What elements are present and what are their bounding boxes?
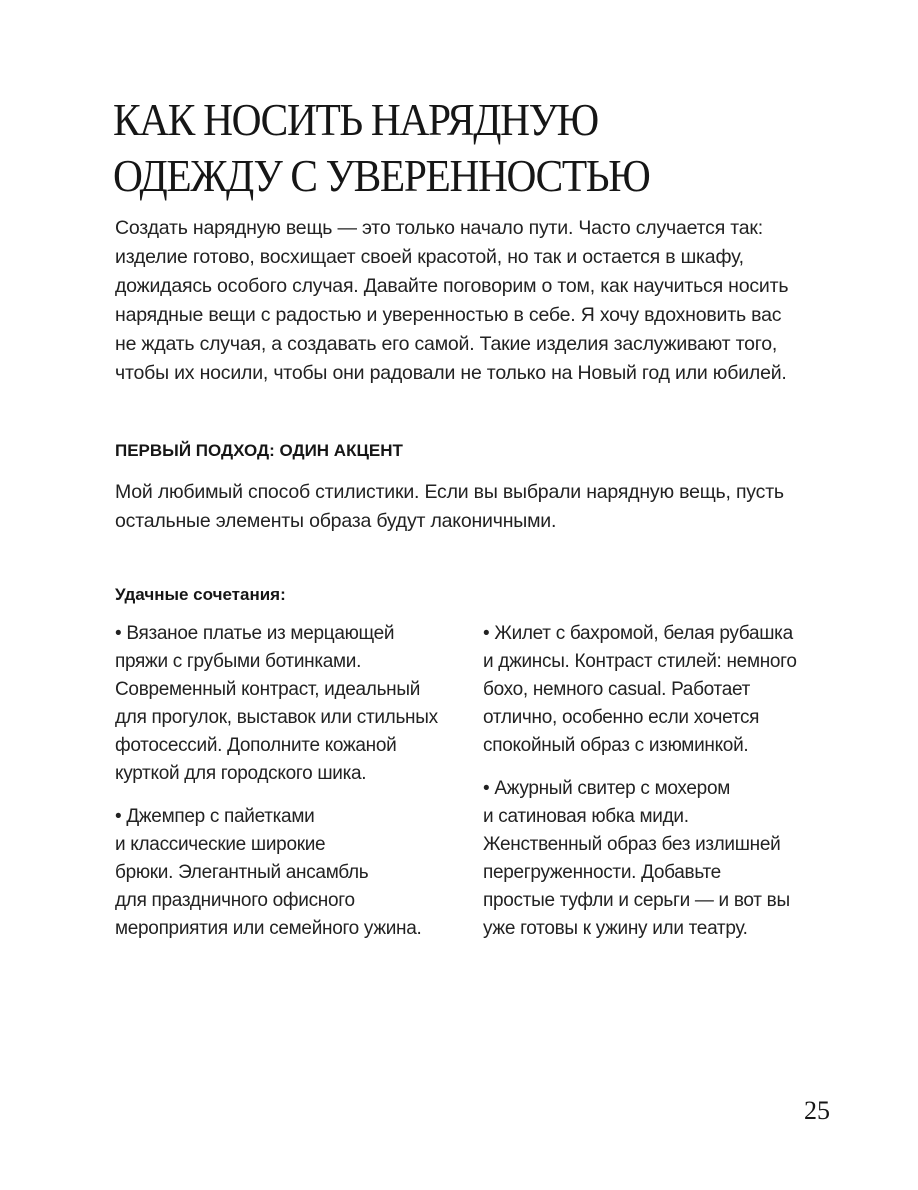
item-line: спокойный образ с изюминкой. (483, 735, 749, 756)
combination-item (115, 803, 475, 943)
intro-line: чтобы их носили, чтобы они радовали не только на Новый год или юбилей. (115, 362, 787, 384)
combination-item (483, 775, 843, 943)
combinations-left-column (115, 620, 475, 958)
intro-line: не ждать случая, а создавать его самой. Такие изделия заслуживают того, (115, 333, 778, 355)
page-title (113, 92, 743, 204)
item-line: Современный контраст, идеальный (115, 679, 421, 700)
item-line: • Вязаное платье из мерцающей (115, 623, 395, 644)
item-line: мероприятия или семейного ужина. (115, 918, 422, 939)
item-line: брюки. Элегантный ансамбль (115, 862, 369, 883)
item-line: • Джемпер с пайетками (115, 806, 315, 827)
item-line: для праздничного офисного (115, 890, 355, 911)
combination-item (483, 620, 843, 760)
section-line: Мой любимый способ стилистики. Если вы выбрали нарядную вещь, пусть (115, 481, 784, 503)
item-line: для прогулок, выставок или стильных (115, 707, 438, 728)
title-line: КАК НОСИТЬ НАРЯДНУЮ (113, 94, 598, 145)
item-line: фотосессий. Дополните кожаной (115, 735, 397, 756)
item-line: бохо, немного casual. Работает (483, 679, 751, 700)
section-line: остальные элементы образа будут лаконичными. (115, 510, 557, 532)
item-line: пряжи с грубыми ботинками. (115, 651, 362, 672)
intro-line: дожидаясь особого случая. Давайте поговорим о том, как научиться носить (115, 275, 789, 297)
intro-line: нарядные вещи с радостью и уверенностью в себе. Я хочу вдохновить вас (115, 304, 782, 326)
section-paragraph (115, 478, 835, 536)
item-line: и джинсы. Контраст стилей: немного (483, 651, 797, 672)
item-line: простые туфли и серьги — и вот вы (483, 890, 790, 911)
combinations-right-column (483, 620, 843, 958)
item-line: курткой для городского шика. (115, 763, 367, 784)
item-line: • Ажурный свитер с мохером (483, 778, 730, 799)
title-line: ОДЕЖДУ С УВЕРЕННОСТЬЮ (113, 150, 650, 201)
item-line: Женственный образ без излишней (483, 834, 781, 855)
intro-line: Создать нарядную вещь — это только начало пути. Часто случается так: (115, 217, 763, 239)
item-line: и классические широкие (115, 834, 326, 855)
intro-paragraph (115, 214, 835, 388)
combinations-heading: Удачные сочетания: (115, 585, 286, 604)
item-line: отлично, особенно если хочется (483, 707, 760, 728)
item-line: • Жилет с бахромой, белая рубашка (483, 623, 793, 644)
page-number: 25 (804, 1096, 830, 1125)
item-line: перегруженности. Добавьте (483, 862, 721, 883)
section-heading: ПЕРВЫЙ ПОДХОД: ОДИН АКЦЕНТ (115, 441, 403, 460)
item-line: уже готовы к ужину или театру. (483, 918, 748, 939)
combination-item (115, 620, 475, 788)
item-line: и сатиновая юбка миди. (483, 806, 689, 827)
intro-line: изделие готово, восхищает своей красотой, но так и остается в шкафу, (115, 246, 744, 268)
